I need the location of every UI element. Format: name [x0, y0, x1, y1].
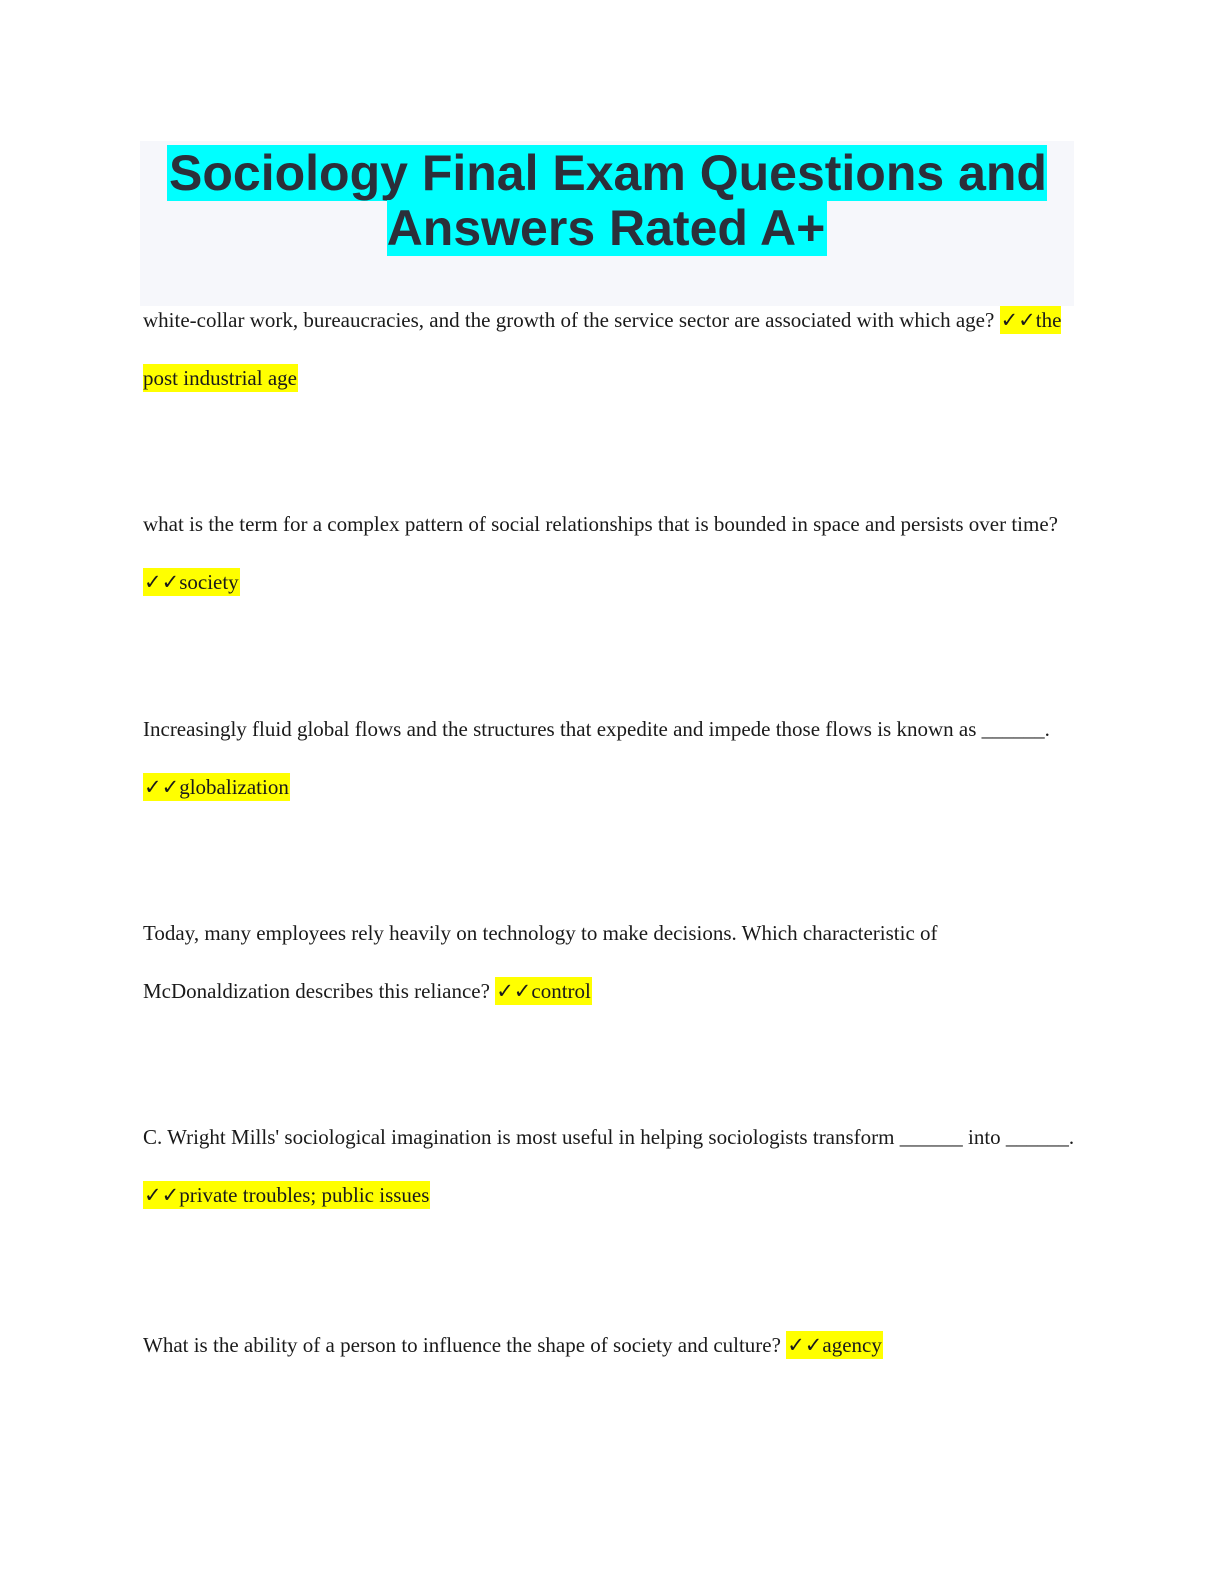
qa-item-3	[143, 700, 1083, 816]
question-text: Increasingly fluid global flows and the structures that expedite and impede those flows is known as ______.	[143, 717, 1050, 741]
qa-item-1	[143, 291, 1083, 407]
double-check-icon: ✓✓	[144, 775, 180, 799]
answer-highlight	[143, 773, 290, 801]
double-check-icon: ✓✓	[144, 1183, 180, 1207]
answer-text: society	[179, 570, 239, 594]
double-check-icon: ✓✓	[787, 1333, 823, 1357]
qa-item-5	[143, 1108, 1083, 1224]
document-title	[140, 146, 1074, 256]
answer-text: agency	[822, 1333, 882, 1357]
question-text: What is the ability of a person to influence the shape of society and culture?	[143, 1333, 781, 1357]
answer-text: globalization	[179, 775, 289, 799]
answer-highlight	[143, 1181, 430, 1209]
qa-item-4	[143, 904, 1083, 1020]
double-check-icon: ✓✓	[496, 979, 532, 1003]
double-check-icon: ✓✓	[144, 570, 180, 594]
question-text: white-collar work, bureaucracies, and the growth of the service sector are associated with which age?	[143, 308, 995, 332]
answer-text: control	[531, 979, 591, 1003]
answer-text: the post industrial age	[143, 308, 1062, 390]
answer-highlight	[786, 1331, 883, 1359]
question-text: Today, many employees rely heavily on technology to make decisions. Which characteristic of McDonaldization describes this reliance?	[143, 921, 938, 1003]
title-box	[140, 141, 1074, 306]
double-check-icon: ✓✓	[1000, 308, 1036, 332]
answer-highlight	[495, 977, 592, 1005]
answer-highlight	[143, 568, 240, 596]
title-highlight: Sociology Final Exam Questions and Answers Rated A+	[169, 145, 1047, 256]
answer-text: private troubles; public issues	[179, 1183, 430, 1207]
question-text: C. Wright Mills' sociological imagination is most useful in helping sociologists transform ______ into ______.	[143, 1125, 1075, 1149]
qa-item-6	[143, 1316, 1083, 1374]
qa-item-2	[143, 495, 1083, 611]
question-text: what is the term for a complex pattern of social relationships that is bounded in space and persists over time?	[143, 512, 1058, 536]
